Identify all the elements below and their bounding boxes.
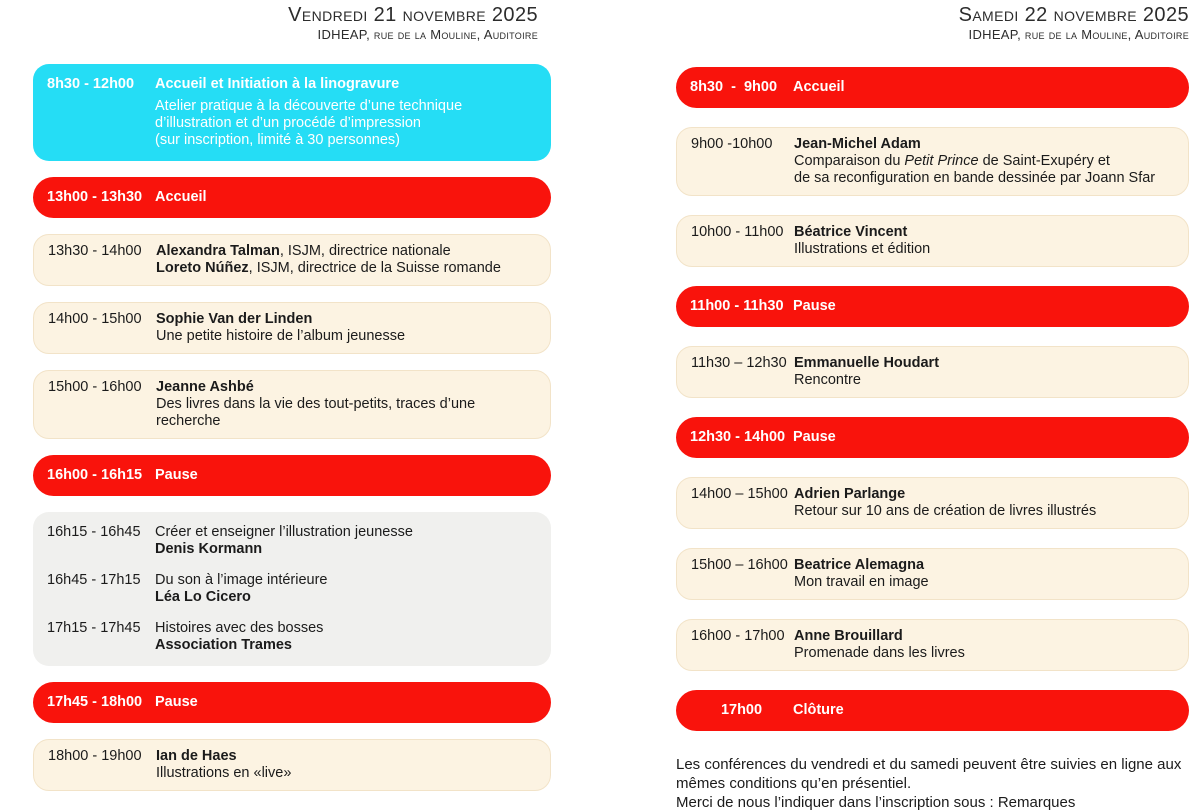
saturday-date-title: Samedi 22 novembre 2025 xyxy=(958,4,1189,26)
friday-header xyxy=(33,4,551,42)
event-content xyxy=(156,748,536,782)
time-label: 12h30 - 14h00 xyxy=(690,429,786,445)
schedule-row xyxy=(48,748,536,782)
session-block xyxy=(33,234,551,286)
schedule-row xyxy=(47,572,537,606)
schedule-row xyxy=(691,557,1174,591)
event-text-line: Pause xyxy=(793,429,836,445)
session-block xyxy=(33,370,551,439)
pause-block xyxy=(33,177,551,218)
event-text-line: Illustrations et édition xyxy=(794,241,931,257)
pause-block xyxy=(33,455,551,496)
pause-block xyxy=(676,67,1189,108)
event-text-line: Pause xyxy=(155,467,198,483)
column-saturday xyxy=(676,0,1189,812)
pause-block xyxy=(676,690,1189,731)
event-content xyxy=(794,628,1174,662)
event-text-line: Mon travail en image xyxy=(794,574,929,590)
friday-date-title: Vendredi 21 novembre 2025 xyxy=(288,4,538,26)
event-text-line: Adrien Parlange xyxy=(794,486,906,502)
schedule-row xyxy=(691,355,1174,389)
event-content xyxy=(794,557,1174,591)
time-label: 14h00 - 15h00 xyxy=(48,311,142,327)
event-content xyxy=(156,311,536,345)
time-label: 17h15 - 17h45 xyxy=(47,620,141,636)
pause-block xyxy=(676,417,1189,458)
event-content xyxy=(794,136,1174,187)
time-label: 14h00 – 15h00 xyxy=(691,486,788,502)
event-text-line: Une petite histoire de l’album jeunesse xyxy=(156,328,406,344)
session-block xyxy=(676,127,1189,196)
event-text-line: Jeanne Ashbé xyxy=(156,379,254,395)
schedule-row xyxy=(48,379,536,430)
time-label: 13h30 - 14h00 xyxy=(48,243,142,259)
time-label: 17h45 - 18h00 xyxy=(47,694,143,710)
event-text-line: Jean-Michel Adam xyxy=(794,136,921,152)
event-content xyxy=(155,76,537,149)
event-content xyxy=(794,486,1174,520)
time-label: 17h00 xyxy=(720,702,763,718)
event-text-line: Loreto Núñez, ISJM, directrice de la Suisse romande xyxy=(156,260,501,276)
event-text-line: Histoires avec des bosses xyxy=(155,620,324,636)
event-text-line: Pause xyxy=(155,694,198,710)
session-block xyxy=(676,548,1189,600)
event-text-line: de sa reconfiguration en bande dessinée par Joann Sfar xyxy=(794,170,1156,186)
event-text-line: Accueil et Initiation à la linogravure xyxy=(155,76,400,92)
schedule-row xyxy=(47,694,537,711)
event-text-line: Accueil xyxy=(155,189,207,205)
time-label: 8h30 - 12h00 xyxy=(47,76,135,92)
schedule-row xyxy=(691,486,1174,520)
schedule-row xyxy=(48,243,536,277)
schedule-row xyxy=(47,76,537,149)
event-content xyxy=(793,79,1175,96)
schedule-row xyxy=(690,298,1175,315)
online-attendance-note xyxy=(676,755,1189,812)
time-label: 18h00 - 19h00 xyxy=(48,748,142,764)
event-text-line: Atelier pratique à la découverte d’une technique xyxy=(155,98,463,114)
event-content xyxy=(155,620,537,654)
event-text-line: Léa Lo Cicero xyxy=(155,589,251,605)
event-content xyxy=(156,243,536,277)
event-text-line: Beatrice Alemagna xyxy=(794,557,925,573)
time-label: 16h45 - 17h15 xyxy=(47,572,141,588)
time-label: 11h30 – 12h30 xyxy=(691,355,787,371)
session-block xyxy=(33,739,551,791)
event-text-line: Emmanuelle Houdart xyxy=(794,355,940,371)
event-text-line: (sur inscription, limité à 30 personnes) xyxy=(155,132,400,148)
session-block xyxy=(676,215,1189,267)
event-text-line: Du son à l’image intérieure xyxy=(155,572,328,588)
saturday-schedule xyxy=(676,67,1189,731)
event-content xyxy=(155,694,537,711)
friday-schedule xyxy=(33,64,551,791)
schedule-row xyxy=(691,628,1174,662)
saturday-venue-subtitle: IDHEAP, rue de la Mouline, Auditoire xyxy=(968,27,1189,42)
event-content xyxy=(155,189,537,206)
event-text-line: Créer et enseigner l’illustration jeunesse xyxy=(155,524,413,540)
schedule-row xyxy=(48,311,536,345)
session-block xyxy=(676,346,1189,398)
event-text-line: Denis Kormann xyxy=(155,541,263,557)
event-text-line: Alexandra Talman, ISJM, directrice nationale xyxy=(156,243,451,259)
event-text-line: Promenade dans les livres xyxy=(794,645,965,661)
event-text-line: Illustrations en «live» xyxy=(156,765,292,781)
schedule-row xyxy=(690,429,1175,446)
event-text-line: Association Trames xyxy=(155,637,292,653)
pause-block xyxy=(676,286,1189,327)
session-block xyxy=(676,477,1189,529)
event-text-line: d’illustration et d’un procédé d’impression xyxy=(155,115,421,131)
event-content xyxy=(793,429,1175,446)
event-text-line: Ian de Haes xyxy=(156,748,237,764)
schedule-row xyxy=(690,702,1175,719)
time-label: 11h00 - 11h30 xyxy=(690,298,784,314)
schedule-row xyxy=(47,467,537,484)
event-content xyxy=(794,355,1174,389)
event-content xyxy=(793,298,1175,315)
time-label: 9h00 -10h00 xyxy=(691,136,773,152)
time-label: 16h15 - 16h45 xyxy=(47,524,141,540)
event-content xyxy=(793,702,1175,719)
saturday-header xyxy=(676,4,1189,42)
footer-line: Merci de nous l’indiquer dans l’inscription sous : Remarques xyxy=(676,794,1076,811)
workshop-block xyxy=(33,64,551,161)
schedule-row xyxy=(47,189,537,206)
event-text-line: Béatrice Vincent xyxy=(794,224,908,240)
schedule-row xyxy=(47,524,537,558)
time-label: 16h00 - 16h15 xyxy=(47,467,143,483)
event-text-line: Comparaison du Petit Prince de Saint-Exupéry et xyxy=(794,153,1110,169)
event-content xyxy=(155,524,537,558)
pause-block xyxy=(33,682,551,723)
schedule-row xyxy=(691,136,1174,187)
event-text-line: Sophie Van der Linden xyxy=(156,311,313,327)
event-text-line: Rencontre xyxy=(794,372,861,388)
time-label: 16h00 - 17h00 xyxy=(691,628,785,644)
time-label: 15h00 – 16h00 xyxy=(691,557,788,573)
column-friday xyxy=(33,0,551,807)
event-text-line: Clôture xyxy=(793,702,844,718)
session-group-block xyxy=(33,512,551,666)
event-text-line: Accueil xyxy=(793,79,845,95)
session-block xyxy=(33,302,551,354)
friday-venue-subtitle: IDHEAP, rue de la Mouline, Auditoire xyxy=(317,27,538,42)
event-text-line: Pause xyxy=(793,298,836,314)
event-text-line: Des livres dans la vie des tout-petits, traces d’une recherche xyxy=(156,396,476,429)
schedule-row xyxy=(47,620,537,654)
event-text-line: Anne Brouillard xyxy=(794,628,903,644)
footer-line: Les conférences du vendredi et du samedi peuvent être suivies en ligne aux mêmes conditions qu’en présentiel. xyxy=(676,756,1182,792)
event-content xyxy=(156,379,536,430)
time-label: 8h30 - 9h00 xyxy=(690,79,778,95)
event-text-line: Retour sur 10 ans de création de livres illustrés xyxy=(794,503,1097,519)
time-label: 10h00 - 11h00 xyxy=(691,224,784,240)
schedule-row xyxy=(691,224,1174,258)
time-label: 13h00 - 13h30 xyxy=(47,189,143,205)
event-content xyxy=(155,572,537,606)
event-content xyxy=(794,224,1174,258)
session-block xyxy=(676,619,1189,671)
event-content xyxy=(155,467,537,484)
time-label: 15h00 - 16h00 xyxy=(48,379,142,395)
schedule-row xyxy=(690,79,1175,96)
